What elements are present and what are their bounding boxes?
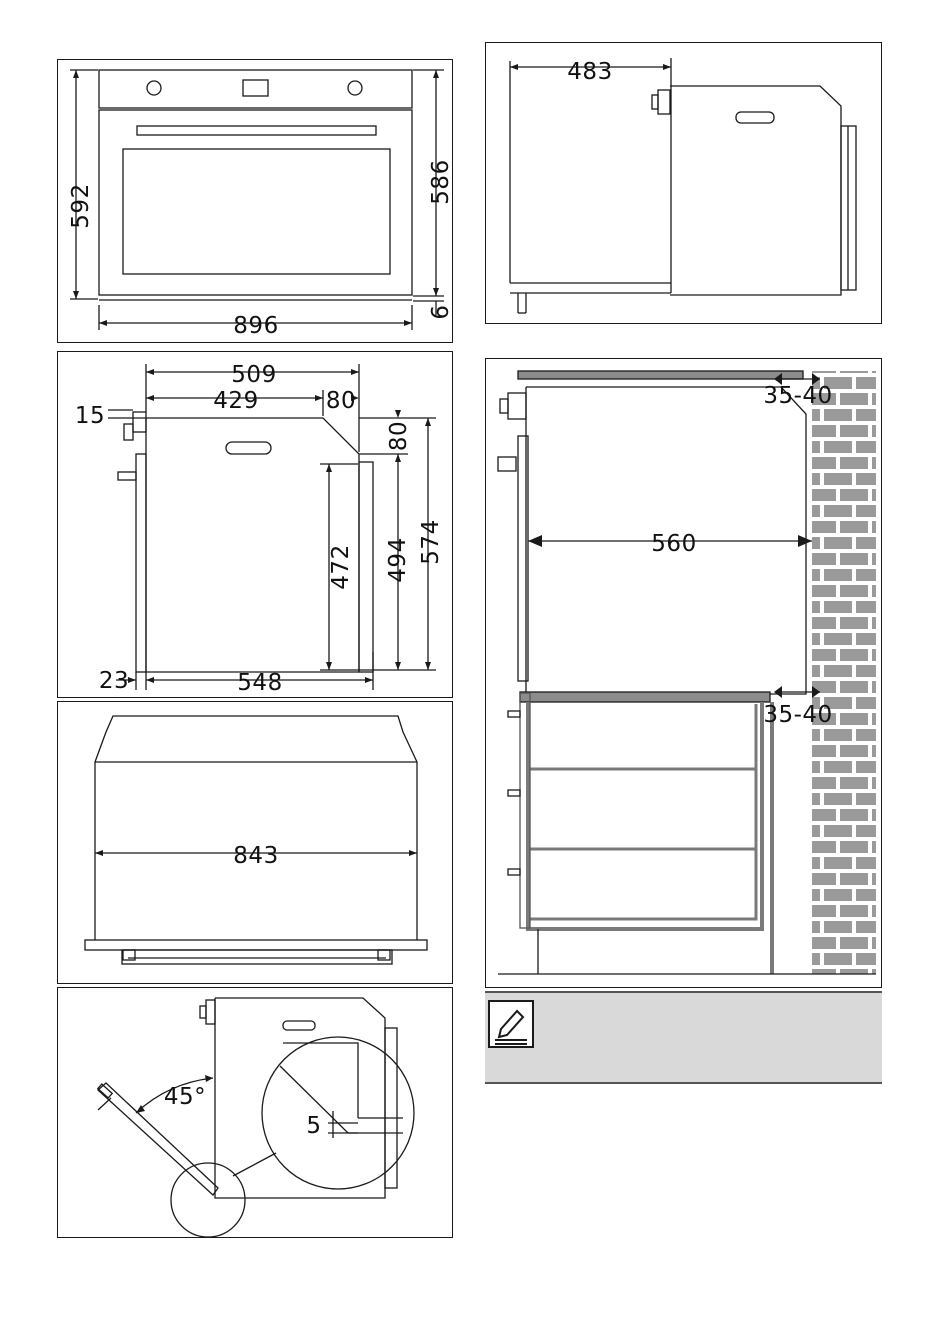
side-knob-label: 15 [74,403,106,429]
installation-panel [485,358,882,988]
door-gap-label: 5 [306,1113,322,1139]
side-step-width-label: 80 [325,388,357,414]
door-angle-label: 45° [163,1084,207,1110]
side-depth-total-label: 509 [231,362,277,388]
front-view-drawing [58,60,454,344]
install-clear-top-label: 35-40 [763,383,833,409]
install-clear-bottom-label: 35-40 [763,702,833,728]
side-depth-body-label: 429 [213,388,259,414]
front-view-panel [57,59,453,343]
side-height-inner-label: 472 [328,544,354,590]
top-view-drawing [58,702,454,985]
side-depth-label: 483 [567,59,613,85]
side-height-total-label: 574 [418,519,444,565]
side-depth-base-label: 548 [237,670,283,696]
side-dimensions-drawing [58,352,454,699]
install-depth-label: 560 [651,531,697,557]
top-view-panel [57,701,453,984]
door-opening-drawing [58,988,454,1239]
side-dimensions-panel [57,351,453,698]
side-height-mid-label: 494 [385,537,411,583]
note-box [485,991,882,1084]
brick-wall [812,371,876,974]
front-width-label: 896 [233,313,279,339]
side-step-height-label: 80 [386,420,412,452]
side-depth-panel [485,42,882,324]
installation-drawing [486,359,883,989]
top-width-label: 843 [233,843,279,869]
front-height-inner-label: 586 [428,159,454,205]
front-gap-label: 6 [428,304,454,320]
front-height-total-label: 592 [68,183,94,229]
pencil-note-icon [487,999,535,1051]
side-front-offset-label: 23 [98,668,130,694]
door-opening-panel [57,987,453,1238]
side-depth-drawing [486,43,883,325]
